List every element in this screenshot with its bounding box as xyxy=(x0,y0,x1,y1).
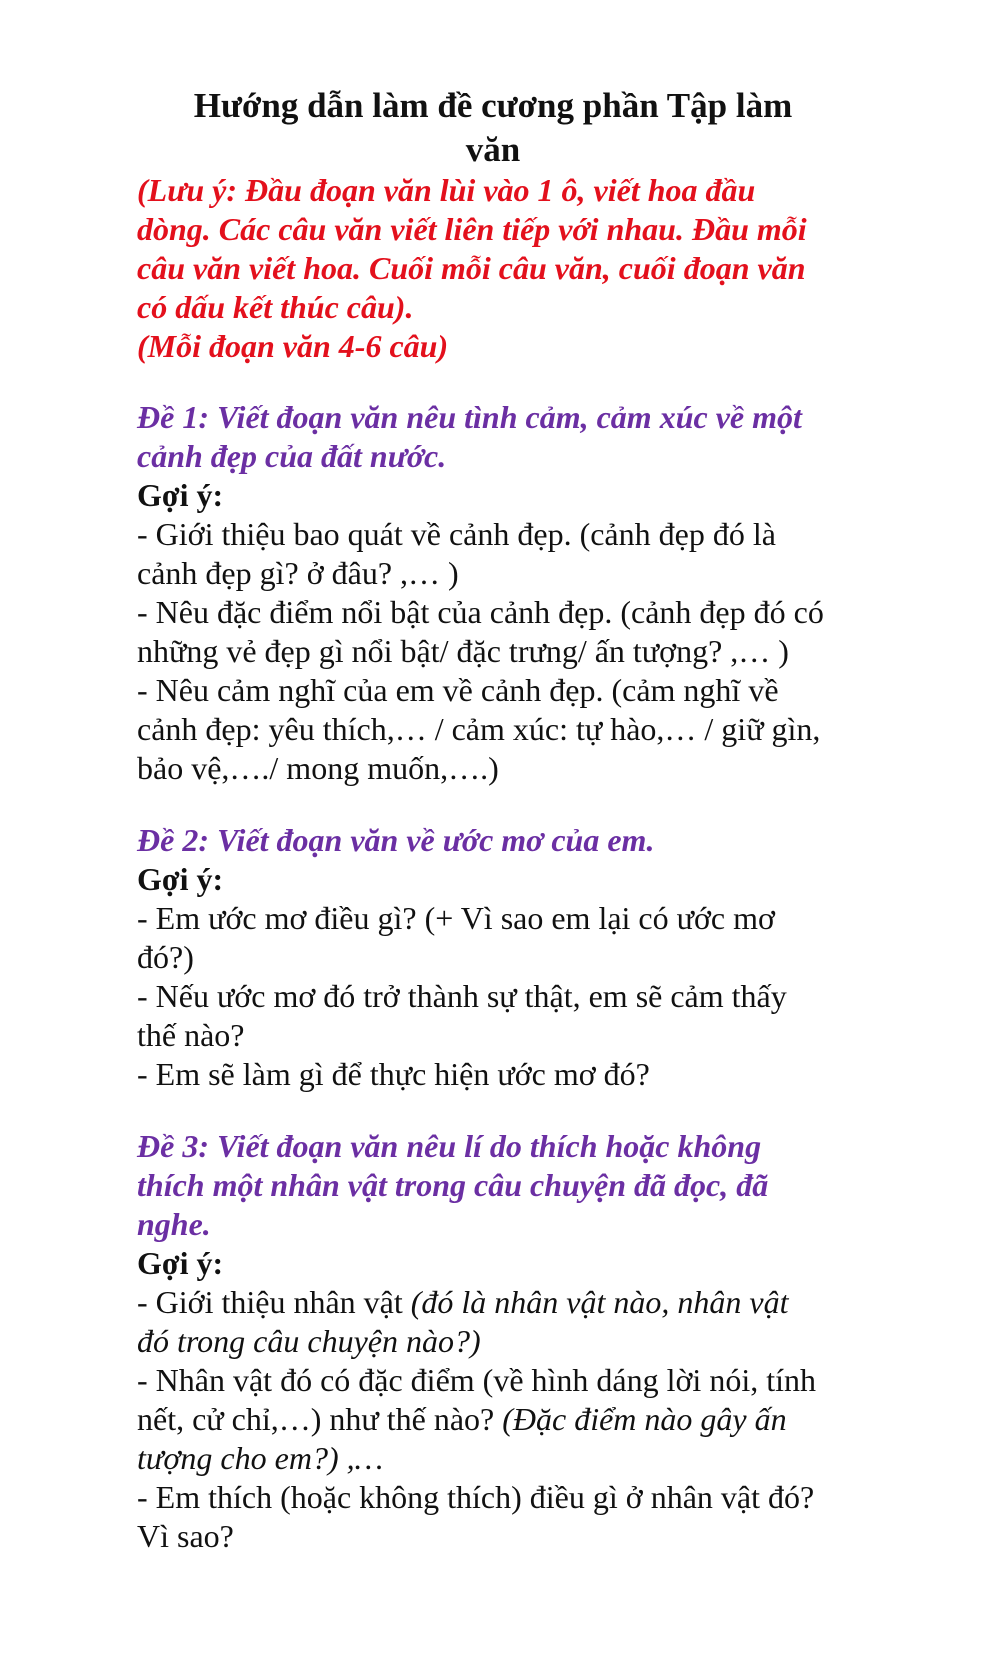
topic-3-hint-line-6: - Em thích (hoặc không thích) điều gì ở nhân vật đó? xyxy=(137,1479,815,1515)
topic-2-hint-label: Gợi ý: xyxy=(137,861,224,897)
topic-3-hint-line-1-italic: (đó là nhân vật nào, nhân vật xyxy=(410,1284,789,1320)
topic-1-hint-line-2: cảnh đẹp gì? ở đâu? ,… ) xyxy=(137,555,459,591)
topic-3-hint-line-2: đó trong câu chuyện nào?) xyxy=(137,1323,481,1359)
topic-1-hint-line-5: - Nêu cảm nghĩ của em về cảnh đẹp. (cảm nghĩ về xyxy=(137,672,779,708)
topic-1-hint-line-6: cảnh đẹp: yêu thích,… / cảm xúc: tự hào,… / giữ gìn, xyxy=(137,711,821,747)
page-title-line-1: Hướng dẫn làm đề cương phần Tập làm xyxy=(193,86,793,125)
page-title-line-2: văn xyxy=(465,130,521,169)
topic-3-heading-line-1: Đề 3: Viết đoạn văn nêu lí do thích hoặc không xyxy=(137,1128,762,1164)
topic-1-heading-line-2: cảnh đẹp của đất nước. xyxy=(137,438,447,474)
topic-3-hint-line-3: - Nhân vật đó có đặc điểm (về hình dáng lời nói, tính xyxy=(137,1362,816,1398)
topic-3-hint-line-4 xyxy=(137,1399,787,1439)
topic-2-hint-line-4: thế nào? xyxy=(137,1017,245,1053)
note-line-2: dòng. Các câu văn viết liên tiếp với nhau. Đầu mỗi xyxy=(137,211,807,247)
topic-2-heading-line-1: Đề 2: Viết đoạn văn về ước mơ của em. xyxy=(137,822,655,858)
note-line-4: có dấu kết thúc câu). xyxy=(137,289,414,325)
topic-1-hint-line-3: - Nêu đặc điểm nổi bật của cảnh đẹp. (cảnh đẹp đó có xyxy=(137,594,824,630)
note-line-3: câu văn viết hoa. Cuối mỗi câu văn, cuối đoạn văn xyxy=(137,250,806,286)
topic-3-heading-line-3: nghe. xyxy=(137,1206,211,1242)
topic-1-heading-line-1: Đề 1: Viết đoạn văn nêu tình cảm, cảm xúc về một xyxy=(137,399,802,435)
topic-3-hint-line-4-italic: (Đặc điểm nào gây ấn xyxy=(502,1401,787,1437)
topic-3-hint-line-1-text: - Giới thiệu nhân vật xyxy=(137,1284,411,1320)
topic-3-hint-line-7: Vì sao? xyxy=(137,1518,234,1554)
topic-3-hint-line-5: tượng cho em?) ,… xyxy=(137,1440,384,1476)
topic-1-hint-line-7: bảo vệ,…./ mong muốn,….) xyxy=(137,750,499,786)
topic-1-hint-label: Gợi ý: xyxy=(137,477,224,513)
topic-3-hint-line-1 xyxy=(137,1282,788,1322)
note-line-1: (Lưu ý: Đầu đoạn văn lùi vào 1 ô, viết hoa đầu xyxy=(137,172,756,208)
topic-3-heading-line-2: thích một nhân vật trong câu chuyện đã đọc, đã xyxy=(137,1167,769,1203)
topic-2-hint-line-1: - Em ước mơ điều gì? (+ Vì sao em lại có ước mơ xyxy=(137,900,775,936)
note-line-5: (Mỗi đoạn văn 4-6 câu) xyxy=(137,328,449,364)
topic-3-hint-label: Gợi ý: xyxy=(137,1245,224,1281)
topic-2-hint-line-5: - Em sẽ làm gì để thực hiện ước mơ đó? xyxy=(137,1056,650,1092)
topic-1-hint-line-1: - Giới thiệu bao quát về cảnh đẹp. (cảnh đẹp đó là xyxy=(137,516,776,552)
topic-2-hint-line-2: đó?) xyxy=(137,939,194,975)
topic-2-hint-line-3: - Nếu ước mơ đó trở thành sự thật, em sẽ cảm thấy xyxy=(137,978,787,1014)
topic-3-hint-line-4-text: nết, cử chỉ,…) như thế nào? xyxy=(137,1401,503,1437)
topic-1-hint-line-4: những vẻ đẹp gì nổi bật/ đặc trưng/ ấn tượng? ,… ) xyxy=(137,633,789,669)
